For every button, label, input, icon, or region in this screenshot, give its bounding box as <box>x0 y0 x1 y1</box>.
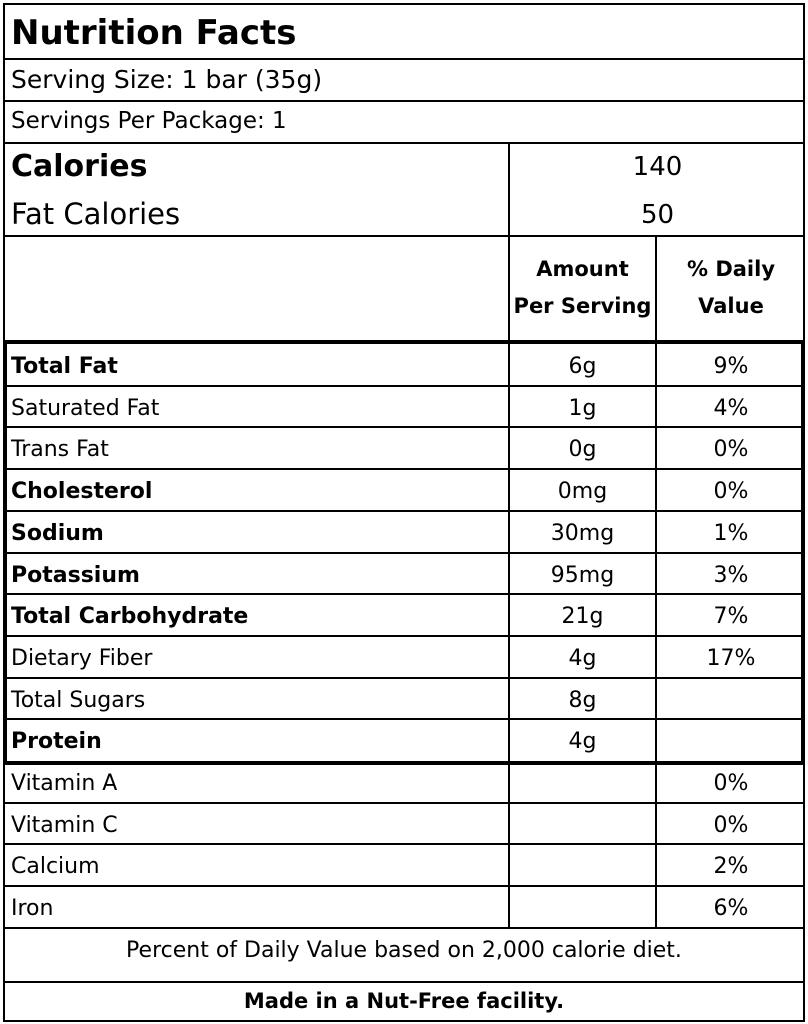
serving-size: Serving Size: 1 bar (35g) <box>11 65 323 94</box>
nutrient-name: Total Carbohydrate <box>11 604 249 630</box>
nutrient-amount: 0mg <box>557 479 608 505</box>
divider <box>3 58 805 60</box>
nutrient-daily-value: 6% <box>713 896 749 922</box>
nutrient-name: Cholesterol <box>11 479 153 505</box>
daily-value-footnote: Percent of Daily Value based on 2,000 calorie diet. <box>126 938 682 963</box>
nutrient-name: Total Sugars <box>11 687 146 713</box>
nutrient-name: Protein <box>11 729 102 755</box>
nutrient-amount: 4g <box>568 729 597 755</box>
row-divider <box>3 468 805 470</box>
row-divider <box>3 635 805 637</box>
nutrient-name: Total Fat <box>11 354 118 379</box>
nutrient-daily-value: 3% <box>713 562 749 588</box>
nutrient-amount: 6g <box>568 354 597 379</box>
nutrient-daily-value: 0% <box>713 771 749 796</box>
nutrient-name: Calcium <box>11 854 100 880</box>
nutrition-facts-label <box>3 3 805 1022</box>
nutrient-name: Vitamin C <box>11 812 118 838</box>
nutrient-name: Dietary Fiber <box>11 645 153 671</box>
row-divider <box>3 385 805 387</box>
row-divider <box>3 593 805 595</box>
daily-value-header-line2: Value <box>698 294 764 318</box>
nutrient-amount: 21g <box>561 604 604 630</box>
amount-header-line2: Per Serving <box>513 294 652 318</box>
row-divider <box>3 677 805 679</box>
nutrient-daily-value: 0% <box>713 437 749 463</box>
facility-note: Made in a Nut-Free facility. <box>243 989 565 1013</box>
nutrient-daily-value: 4% <box>713 395 749 421</box>
nutrient-daily-value: 2% <box>713 854 749 880</box>
nutrient-daily-value: 1% <box>713 520 749 546</box>
nutrient-amount: 95mg <box>550 562 615 588</box>
nutrient-daily-value: 7% <box>713 604 749 630</box>
daily-value-header-line1: % Daily <box>686 257 776 281</box>
nutrient-amount: 4g <box>568 645 597 671</box>
calories-value: 140 <box>632 152 683 182</box>
divider <box>3 235 805 237</box>
nutrient-name: Saturated Fat <box>11 395 160 421</box>
fat-calories-label: Fat Calories <box>11 197 181 231</box>
row-divider <box>3 802 805 804</box>
nutrient-name: Vitamin A <box>11 771 118 796</box>
nutrient-name: Iron <box>11 896 54 922</box>
divider <box>3 100 805 102</box>
nutrient-daily-value: 0% <box>713 479 749 505</box>
row-divider <box>3 843 805 845</box>
label-title: Nutrition Facts <box>11 13 297 53</box>
divider <box>3 142 805 144</box>
row-divider <box>3 552 805 554</box>
divider <box>3 981 805 983</box>
divider <box>3 927 805 929</box>
calories-label: Calories <box>11 149 148 184</box>
nutrient-amount: 1g <box>568 395 597 421</box>
nutrient-amount: 30mg <box>550 520 615 546</box>
row-divider <box>3 510 805 512</box>
row-divider <box>3 718 805 720</box>
nutrient-name: Sodium <box>11 520 104 546</box>
nutrient-daily-value: 0% <box>713 812 749 838</box>
fat-calories-value: 50 <box>640 200 675 230</box>
nutrient-daily-value: 17% <box>706 645 756 671</box>
nutrient-name: Potassium <box>11 562 140 588</box>
row-divider <box>3 426 805 428</box>
nutrient-daily-value: 9% <box>713 354 749 379</box>
nutrient-amount: 8g <box>568 687 597 713</box>
servings-per-package: Servings Per Package: 1 <box>11 108 287 134</box>
row-divider <box>3 885 805 887</box>
nutrient-name: Trans Fat <box>11 437 109 463</box>
amount-header-line1: Amount <box>536 257 629 281</box>
nutrient-amount: 0g <box>568 437 597 463</box>
